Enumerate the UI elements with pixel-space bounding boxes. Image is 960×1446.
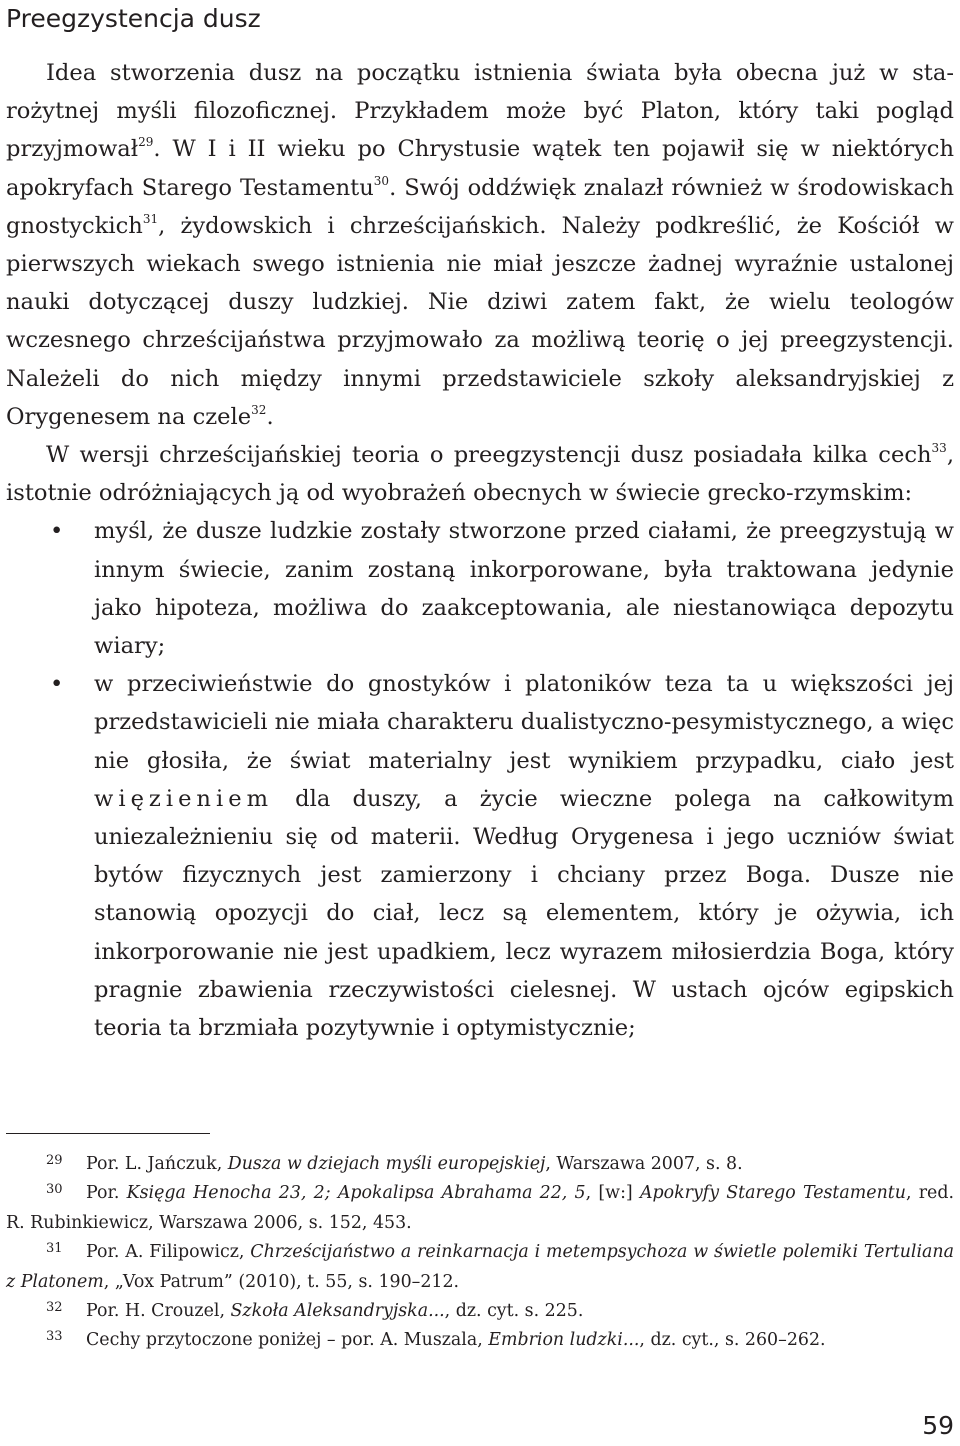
- footnote-title: Dusza w dziejach myśli europejskiej: [227, 1154, 546, 1174]
- footnote-text: Por.: [86, 1183, 127, 1204]
- footnote-text: , „Vox Patrum” (2010), t. 55, s. 190–212.: [103, 1271, 460, 1292]
- text-run: . Swój oddźwięk znalazł również w środowiskach gnostyckich: [6, 174, 954, 239]
- footnote-ref-33[interactable]: 33: [931, 441, 947, 456]
- footnote-text: Por. L. Jańczuk,: [86, 1154, 228, 1174]
- text-run: , istotnie odróżniających ją od wyobrażeń obecnych w świecie grecko-rzymskim:: [6, 442, 954, 507]
- bullet-icon: •: [50, 671, 64, 698]
- main-text: [6, 54, 954, 1047]
- footnote-text: Por. A. Filipowicz,: [86, 1242, 251, 1263]
- footnote-ref-32[interactable]: 32: [251, 402, 267, 417]
- list-item: [6, 512, 954, 665]
- footnote-text: , red. R. Rubinkiewicz, Warszawa 2006, s. 152, 453.: [6, 1183, 954, 1233]
- text-run: Idea stworzenia dusz na początku istnienia świata była obecna już w starożytnej myśli filozoficznej. Przykładem może być Platon, który taki pogląd przyjmował: [6, 60, 954, 163]
- footnote-title: Chrześcijaństwo a reinkarnacja i metempsychoza w świetle polemiki Tertuliana z Platonem: [6, 1242, 954, 1292]
- footnote-title: Embrion ludzki...: [488, 1330, 640, 1351]
- footnote: 30 Por. Księga Henocha 23, 2; Apokalipsa Abrahama 22, 5, [w:] Apokryfy Starego Testamentu, red. R. Rubinkiewicz, Warszawa 2006, s. 152, 453.: [6, 1182, 954, 1233]
- text-run: , żydowskich i chrześcijańskich. Należy podkreślić, że Kościół w pierwszych wiekach swego istnienia nie miał jeszcze żadnej wyraźnie ustalonej nauki dotyczącej duszy ludzkiej. Nie dziwi zatem fakt, że wielu teologów wczesnego chrześcijaństwa przyjmowało za możliwą teorię o jej preegzystencji. Należeli do nich między innymi przedstawiciele szkoły aleksandryjskiej z Orygenesem na czele: [6, 212, 954, 430]
- list-item-text: myśl, że dusze ludzkie zostały stworzone przed ciałami, że preegzystują w innym świecie, zanim zostaną inkorporowane, była traktowana jedynie jako hipoteza, możliwa do zaakceptowania, ale niestanowiąca depozytu wiary;: [94, 518, 954, 660]
- footnote: 29 Por. L. Jańczuk, Dusza w dziejach myśli europejskiej, Warszawa 2007, s. 8.: [46, 1153, 743, 1174]
- text-run: W wersji chrześcijańskiej teoria o preegzystencji dusz posiadała kilka cech: [46, 442, 932, 469]
- footnote-text: Por. H. Crouzel,: [86, 1301, 231, 1322]
- bullet-icon: •: [50, 518, 64, 545]
- list-item: [6, 665, 954, 1047]
- footnote-text: Cechy przytoczone poniżej – por. A. Muszala,: [86, 1330, 489, 1351]
- footnote-title: Szkoła Aleksandryjska...: [230, 1301, 445, 1322]
- footnote-title: Apokryfy Starego Testamentu: [639, 1183, 906, 1204]
- footnote-ref-29[interactable]: 29: [138, 135, 154, 150]
- footnote-text: , Warszawa 2007, s. 8.: [545, 1154, 743, 1174]
- paragraph-intro: [6, 54, 954, 436]
- footnote-text: , [w:]: [585, 1183, 640, 1204]
- list-item-text: dla duszy, a życie wieczne polega na całkowitym uniezależnieniu się od materii. Według Orygenesa i jego uczniów świat bytów fizycznych jest zamierzony i chciany przez Boga. Dusze nie stanowią opozycji do ciał, lecz są elementem, który je ożywia, ich inkorporowanie nie jest upadkiem, lecz wyrazem miłosierdzia Boga, który pragnie zbawienia rzeczywistości cielesnej. W ustach ojców egipskich teoria ta brzmiała pozytywnie i optymistycznie;: [94, 785, 954, 1042]
- list-item-text: w przeciwieństwie do gnostyków i platoników teza ta u większości jej przedstawicieli nie miała charakteru dualistyczno-pesymistycznego, a więc nie głosiła, że świat materialny jest wynikiem przypadku, ciało jest: [94, 671, 954, 774]
- footnote-text: , dz. cyt., s. 260–262.: [639, 1330, 826, 1351]
- footnote-ref-31[interactable]: 31: [142, 211, 159, 226]
- footnote-divider: [6, 1133, 210, 1134]
- footnote: 32 Por. H. Crouzel, Szkoła Aleksandryjska..., dz. cyt. s. 225.: [46, 1300, 584, 1322]
- paragraph-christian-version: [6, 436, 954, 512]
- footnote-title: Księga Henocha 23, 2; Apokalipsa Abrahama 22, 5: [126, 1183, 586, 1204]
- emphasized-word: więzieniem: [94, 785, 274, 812]
- footnote: 31 Por. A. Filipowicz, Chrześcijaństwo a reinkarnacja i metempsychoza w świetle polemiki Tertuliana z Platonem, „Vox Patrum” (2010), t. 55, s. 190–212.: [6, 1241, 954, 1292]
- text-run: .: [266, 403, 274, 430]
- running-head: Preegzystencja dusz: [6, 4, 261, 33]
- footnote: 33 Cechy przytoczone poniżej – por. A. Muszala, Embrion ludzki..., dz. cyt., s. 260–262.: [46, 1329, 826, 1351]
- page-number: 59: [922, 1411, 954, 1440]
- footnotes: [6, 1150, 954, 1356]
- feature-list: [6, 512, 954, 1047]
- text-run: . W I i II wieku po Chrystusie wątek ten pojawił się w niektórych apokryfach Starego Testamentu: [6, 136, 954, 201]
- footnote-ref-30[interactable]: 30: [373, 173, 390, 188]
- footnote-text: , dz. cyt. s. 225.: [444, 1301, 584, 1322]
